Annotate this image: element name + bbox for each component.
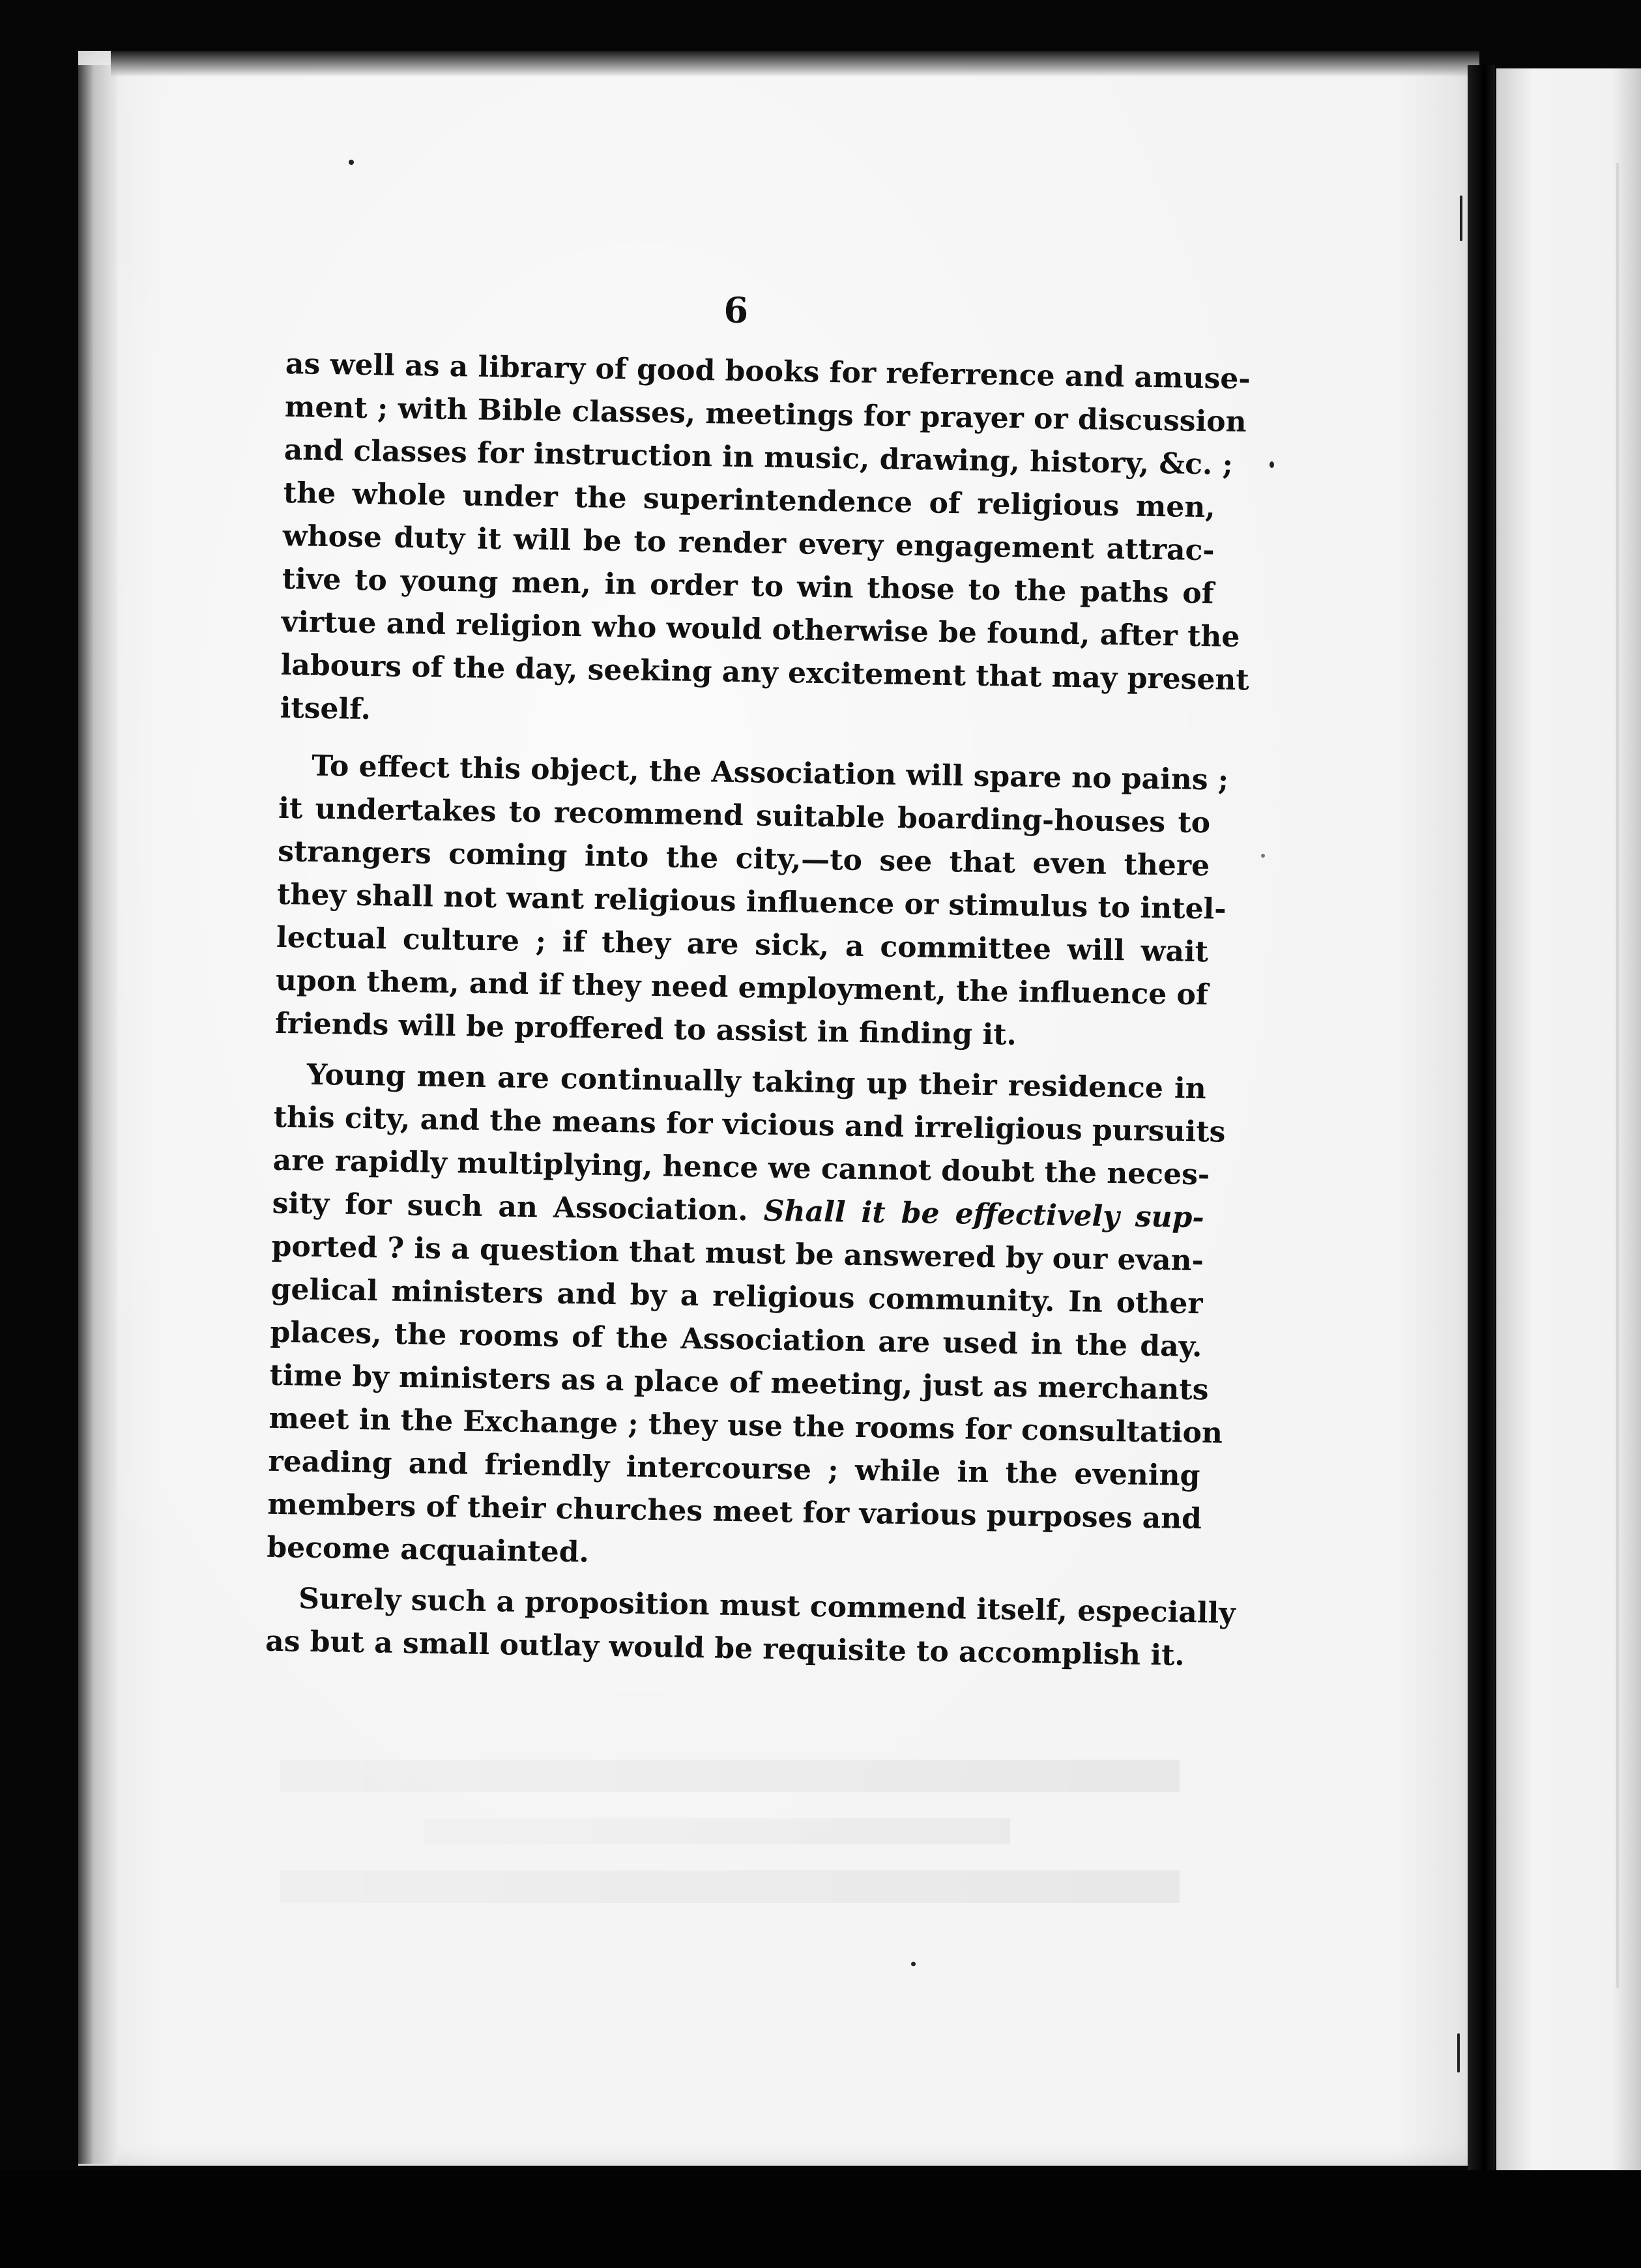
facing-page-edge: [1496, 68, 1641, 2170]
text-line: become acquainted.: [267, 1530, 590, 1569]
page-top-edge: [111, 51, 1479, 77]
paragraph-1: [280, 343, 1251, 744]
bleed-through-texture: [280, 1760, 1180, 1792]
scan-speck: [1261, 854, 1265, 858]
text-line: strangers coming into the city,—to see that even there: [277, 834, 1210, 883]
text-line: they shall not want religious influence or stimulus to intel-: [276, 877, 1227, 926]
text-line: Surely such a proposition must commend itself, especially: [298, 1582, 1236, 1631]
text-line: this city, and the means for vicious and irreligious pursuits: [273, 1100, 1226, 1149]
text-line: itself.: [280, 691, 371, 727]
text-line: virtue and religion who would otherwise be found, after the: [281, 605, 1240, 654]
text-line: whose duty it will be to render every engagement attrac-: [282, 519, 1215, 568]
text-line: as but a small outlay would be requisite to accomplish it.: [265, 1624, 1185, 1672]
page-number: 6: [723, 289, 749, 332]
scan-speck: [1270, 461, 1274, 468]
text-line: ment ; with Bible classes, meetings for prayer or discussion: [284, 390, 1247, 439]
text-line: ported ? is a question that must be answered by our evan-: [271, 1229, 1204, 1278]
italic-phrase: Shall it be effectively sup-: [763, 1194, 1204, 1235]
text-line: labours of the day, seeking any excitement that may present: [280, 648, 1250, 697]
text-line: as well as a library of good books for referrence and amuse-: [285, 347, 1251, 396]
text-line: and classes for instruction in music, drawing, history, &c. ;: [283, 433, 1234, 482]
text-line: members of their churches meet for various purposes and: [267, 1487, 1202, 1536]
book-spine: [1468, 65, 1495, 2170]
bleed-through-texture: [424, 1818, 1010, 1844]
paragraph-2: [274, 744, 1229, 1060]
text-line: it undertakes to recommend suitable boarding-houses to: [278, 791, 1211, 840]
scan-speck: [1460, 196, 1462, 241]
text-line: tive to young men, in order to win those to the paths of: [282, 562, 1215, 611]
facing-page-shadow: [1616, 163, 1619, 1988]
page-left-edge: [78, 65, 117, 2164]
scan-border-bottom: [0, 2170, 1641, 2268]
text-line: lectual culture ; if they are sick, a committee will wait: [276, 920, 1209, 969]
scan-speck: [1457, 2033, 1460, 2072]
text-line: the whole under the superintendence of religious men,: [283, 476, 1216, 525]
bleed-through-texture: [280, 1870, 1180, 1903]
text-line: Young men are continually taking up their residence in: [306, 1058, 1207, 1106]
paragraph-3: [267, 1053, 1226, 1584]
text-line-start: sity for such an Association.: [272, 1186, 749, 1228]
text-line: are rapidly multiplying, hence we cannot doubt the neces-: [272, 1143, 1210, 1192]
scan-border-top: [0, 0, 1641, 46]
paragraph-4: [265, 1577, 1236, 1678]
text-line: friends will be proffered to assist in finding it.: [274, 1006, 1017, 1052]
text-line: reading and friendly intercourse ; while in the evening: [268, 1444, 1200, 1493]
text-line: To effect this object, the Association will spare no pains ;: [311, 749, 1229, 797]
text-line: places, the rooms of the Association are used in the day.: [270, 1315, 1202, 1364]
text-line: gelical ministers and by a religious community. In other: [270, 1272, 1203, 1321]
scan-speck: [911, 1962, 916, 1966]
page-text-block: [265, 280, 1251, 1684]
text-line: upon them, and if they need employment, the influence of: [275, 963, 1209, 1012]
text-line: time by ministers as a place of meeting, just as merchants: [269, 1358, 1209, 1407]
scan-speck: [349, 160, 354, 165]
text-line: meet in the Exchange ; they use the rooms for consultation: [269, 1401, 1223, 1450]
